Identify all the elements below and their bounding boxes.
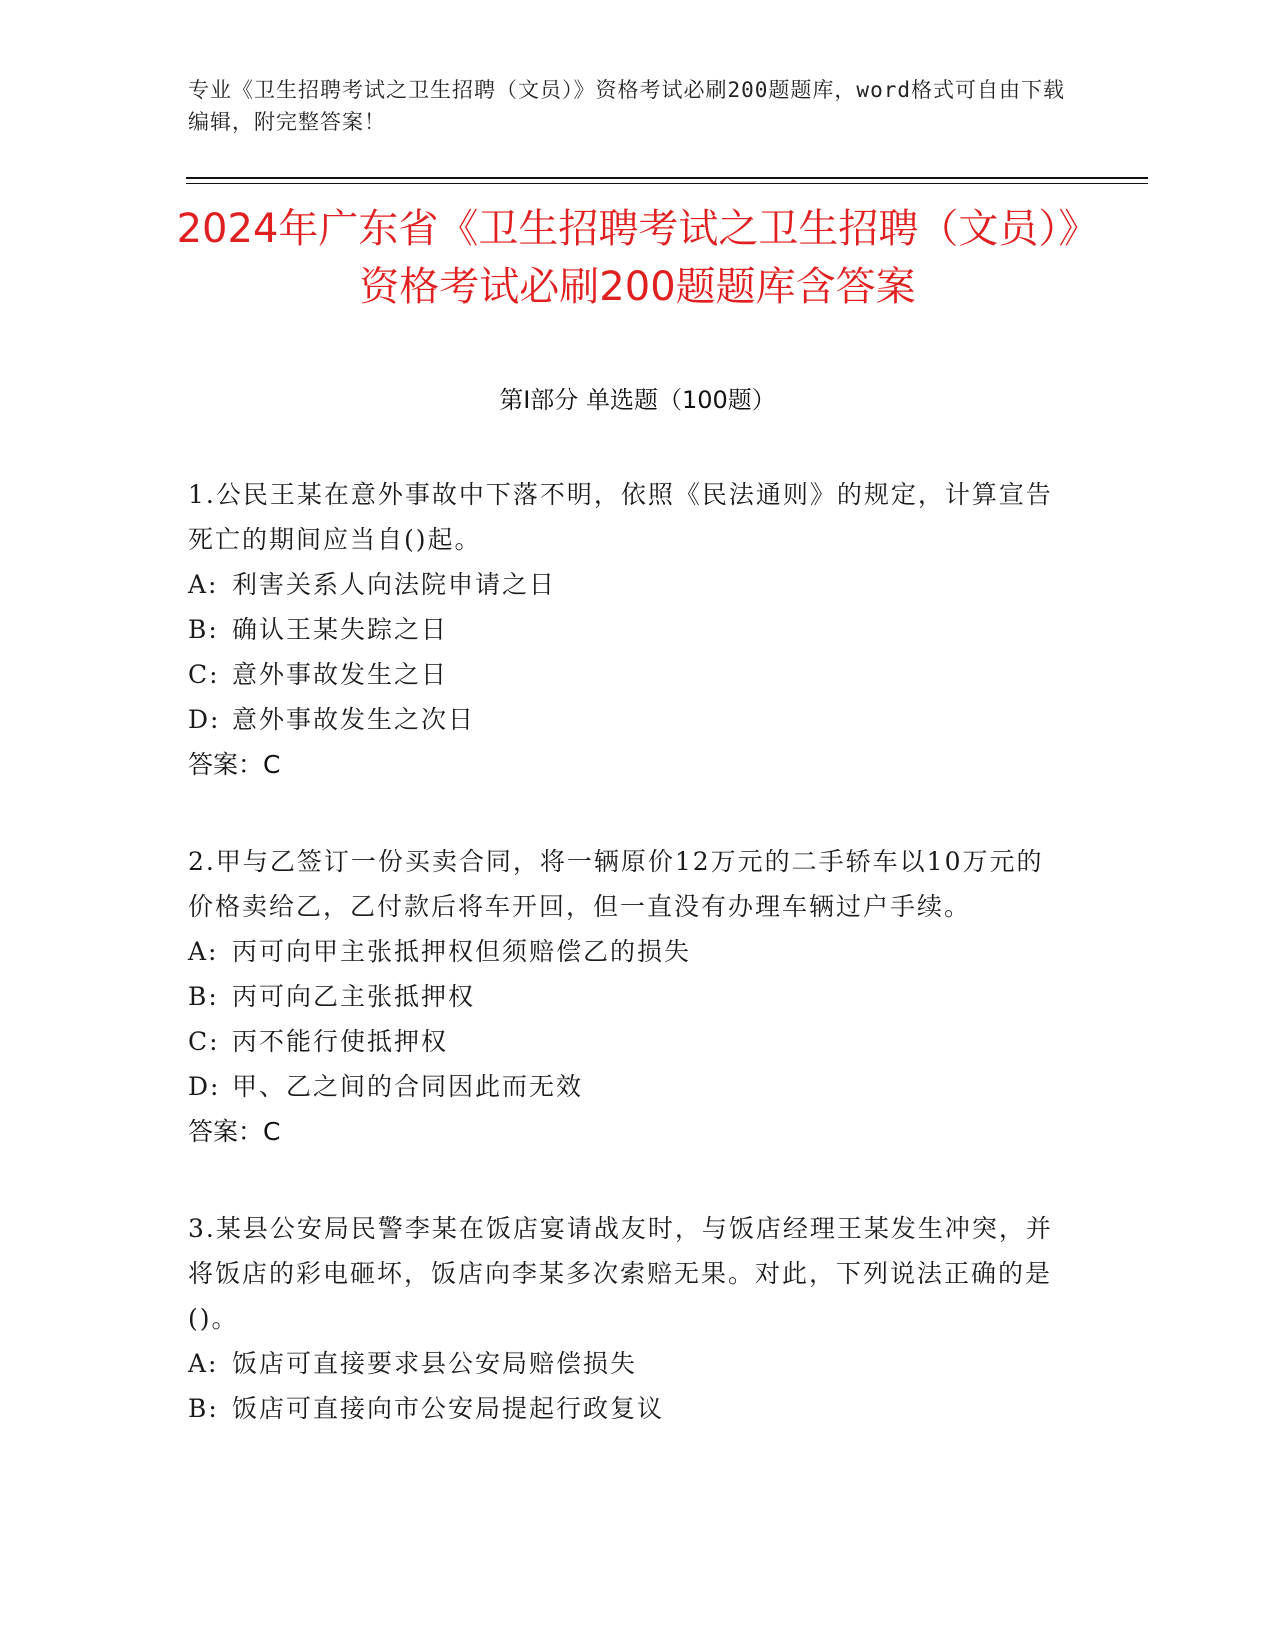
option-letter: B: bbox=[188, 982, 219, 1011]
answer-line: 答案：C bbox=[188, 1117, 281, 1146]
option-a bbox=[188, 929, 1068, 974]
option-text: 确认王某失踪之日 bbox=[232, 615, 449, 644]
option-text: 意外事故发生之日 bbox=[232, 660, 449, 689]
question-list bbox=[188, 472, 1068, 1483]
option-c bbox=[188, 652, 1068, 697]
question-3 bbox=[188, 1206, 1068, 1431]
option-text: 丙可向甲主张抵押权但须赔偿乙的损失 bbox=[232, 937, 692, 966]
option-text: 丙可向乙主张抵押权 bbox=[232, 982, 476, 1011]
question-stem: 1.公民王某在意外事故中下落不明，依照《民法通则》的规定，计算宣告死亡的期间应当自()起。 bbox=[188, 480, 1053, 554]
option-letter: D: bbox=[188, 705, 221, 734]
option-c bbox=[188, 1019, 1068, 1064]
option-b bbox=[188, 1386, 1068, 1431]
option-text: 利害关系人向法院申请之日 bbox=[232, 570, 557, 599]
header-note: 专业《卫生招聘考试之卫生招聘（文员）》资格考试必刷200题题库，word格式可自由下载编辑，附完整答案！ bbox=[188, 78, 1065, 134]
question-stem: 3.某县公安局民警李某在饭店宴请战友时，与饭店经理王某发生冲突，并将饭店的彩电砸坏，饭店向李某多次索赔无果。对此，下列说法正确的是()。 bbox=[188, 1214, 1053, 1333]
option-letter: A: bbox=[188, 1349, 219, 1378]
option-text: 丙不能行使抵押权 bbox=[232, 1027, 449, 1056]
header-rule-thin bbox=[186, 183, 1148, 184]
option-text: 意外事故发生之次日 bbox=[232, 705, 476, 734]
option-d bbox=[188, 697, 1068, 742]
option-letter: A: bbox=[188, 570, 219, 599]
option-letter: B: bbox=[188, 615, 219, 644]
option-a bbox=[188, 562, 1068, 607]
option-text: 饭店可直接要求县公安局赔偿损失 bbox=[232, 1349, 638, 1378]
option-text: 饭店可直接向市公安局提起行政复议 bbox=[232, 1394, 665, 1423]
option-b bbox=[188, 607, 1068, 652]
option-letter: B: bbox=[188, 1394, 219, 1423]
option-d bbox=[188, 1064, 1068, 1109]
option-letter: C: bbox=[188, 660, 220, 689]
option-letter: C: bbox=[188, 1027, 220, 1056]
question-2 bbox=[188, 839, 1068, 1154]
document-title: 2024年广东省《卫生招聘考试之卫生招聘（文员）》资格考试必刷200题题库含答案 bbox=[176, 206, 1099, 310]
option-text: 甲、乙之间的合同因此而无效 bbox=[232, 1072, 584, 1101]
option-letter: D: bbox=[188, 1072, 221, 1101]
option-b bbox=[188, 974, 1068, 1019]
header-rule-thick bbox=[186, 177, 1148, 179]
option-a bbox=[188, 1341, 1068, 1386]
option-letter: A: bbox=[188, 937, 219, 966]
question-stem: 2.甲与乙签订一份买卖合同，将一辆原价12万元的二手轿车以10万元的价格卖给乙，乙付款后将车开回，但一直没有办理车辆过户手续。 bbox=[188, 847, 1044, 921]
answer-line: 答案：C bbox=[188, 750, 281, 779]
section-heading: 第I部分 单选题（100题） bbox=[499, 386, 776, 414]
question-1 bbox=[188, 472, 1068, 787]
